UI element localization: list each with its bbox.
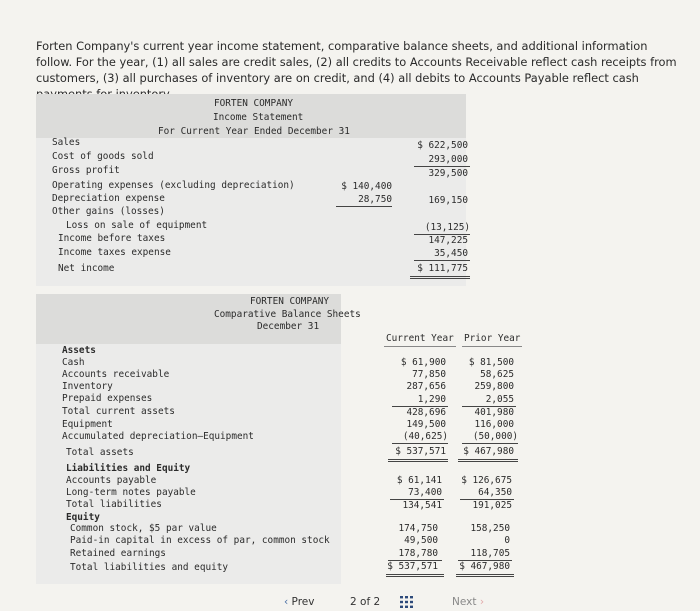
- page-total: of 2: [360, 596, 381, 608]
- is-row-label: Net income: [58, 263, 115, 274]
- underline: [456, 574, 514, 575]
- underline: [388, 461, 448, 462]
- bs-prior-value: 58,625: [480, 369, 514, 380]
- bs-row-label: Equipment: [62, 419, 113, 430]
- bs-prior-value: $ 467,980: [459, 561, 510, 572]
- bs-row-label: Long-term notes payable: [66, 487, 196, 498]
- prev-button[interactable]: [284, 596, 314, 608]
- is-row-label: Other gains (losses): [52, 206, 165, 217]
- next-button[interactable]: [452, 596, 484, 608]
- bs-current-value: 428,696: [406, 407, 446, 418]
- is-row-value: 147,225: [428, 235, 468, 246]
- bs-prior-value: 158,250: [470, 523, 510, 534]
- is-row-label: Income before taxes: [58, 233, 166, 244]
- underline: [336, 206, 392, 207]
- bs-current-value: (40,625): [402, 431, 448, 442]
- is-row-label: Cost of goods sold: [52, 151, 154, 162]
- is-row-value: 35,450: [434, 248, 468, 259]
- is-period: For Current Year Ended December 31: [158, 126, 350, 137]
- is-row-mid-value: 28,750: [358, 194, 392, 205]
- bs-prior-value: 259,800: [474, 381, 514, 392]
- bs-current-value: 73,400: [408, 487, 442, 498]
- bs-current-value: $ 537,571: [387, 561, 438, 572]
- underline: [410, 278, 470, 279]
- question-map-button[interactable]: [400, 596, 414, 611]
- underline: [458, 459, 518, 460]
- bs-row-label: Total liabilities and equity: [70, 562, 229, 573]
- chevron-right-icon: ›: [479, 596, 485, 608]
- underline: [386, 576, 444, 577]
- column-header-prior-year: Prior Year: [464, 333, 521, 344]
- column-header-current-year: Current Year: [386, 333, 454, 344]
- underline: [414, 260, 470, 261]
- bs-date: December 31: [257, 321, 320, 332]
- bs-section-heading: Assets: [62, 345, 96, 356]
- bs-prior-value: 64,350: [478, 487, 512, 498]
- bs-current-value: 174,750: [398, 523, 438, 534]
- bs-row-label: Total liabilities: [66, 499, 162, 510]
- underline: [388, 459, 448, 460]
- page-indicator: [350, 596, 380, 608]
- bs-prior-value: 118,705: [470, 548, 510, 559]
- bs-prior-value: 191,025: [472, 500, 512, 511]
- is-row-value: 329,500: [428, 168, 468, 179]
- is-row-mid-value: $ 140,400: [341, 181, 392, 192]
- is-row-label: Income taxes expense: [58, 247, 171, 258]
- bs-row-label: Total current assets: [62, 406, 175, 417]
- is-row-value: (13,125): [424, 222, 470, 233]
- underline: [456, 576, 514, 577]
- pagination-bar: [0, 588, 700, 606]
- bs-prior-value: $ 467,980: [463, 446, 514, 457]
- is-row-value: $ 622,500: [417, 140, 468, 151]
- bs-prior-value: 2,055: [485, 394, 514, 405]
- bs-section-heading: Liabilities and Equity: [66, 463, 191, 474]
- bs-prior-value: $ 81,500: [468, 357, 514, 368]
- is-title: Income Statement: [213, 112, 304, 123]
- bs-section-heading: Equity: [66, 512, 100, 523]
- bs-current-value: 287,656: [406, 381, 446, 392]
- bs-current-value: 178,780: [398, 548, 438, 559]
- next-label: Next: [452, 596, 477, 608]
- underline: [410, 276, 470, 277]
- is-row-value: 169,150: [428, 195, 468, 206]
- bs-current-value: 77,850: [412, 369, 446, 380]
- bs-prior-value: 0: [504, 535, 510, 546]
- bs-current-value: 134,541: [402, 500, 442, 511]
- is-row-value: $ 111,775: [417, 263, 468, 274]
- bs-prior-value: 401,980: [474, 407, 514, 418]
- bs-row-label: Total assets: [66, 447, 134, 458]
- bs-row-label: Accounts payable: [66, 475, 157, 486]
- bs-prior-value: 116,000: [474, 419, 514, 430]
- underline: [386, 574, 444, 575]
- underline: [458, 461, 518, 462]
- is-row-label: Sales: [52, 137, 81, 148]
- bs-row-label: Retained earnings: [70, 548, 166, 559]
- bs-row-label: Accumulated depreciation—Equipment: [62, 431, 254, 442]
- bs-current-value: $ 537,571: [395, 446, 446, 457]
- is-row-label: Operating expenses (excluding depreciation): [52, 180, 295, 191]
- is-row-label: Depreciation expense: [52, 193, 165, 204]
- underline: [392, 443, 448, 444]
- prev-label: Prev: [291, 596, 315, 608]
- bs-title: Comparative Balance Sheets: [214, 309, 361, 320]
- bs-row-label: Paid-in capital in excess of par, common stock: [70, 535, 330, 546]
- bs-row-label: Inventory: [62, 381, 113, 392]
- problem-description: Forten Company's current year income statement, comparative balance sheets, and additional information follow. For the year, (1) all sales are credit sales, (2) all credits to Accounts Receivable reflect cash receipts from customers, (3) all purchases of inventory are on credit, and (4) all debits to Accounts Payable reflect cash: [36, 39, 677, 85]
- bs-prior-value: $ 126,675: [461, 475, 512, 486]
- bs-current-value: 49,500: [404, 535, 438, 546]
- bs-row-label: Common stock, $5 par value: [70, 523, 217, 534]
- is-company-name: FORTEN COMPANY: [214, 98, 294, 109]
- underline: [384, 346, 456, 347]
- is-row-label: Gross profit: [52, 165, 120, 176]
- grid-icon: [400, 596, 414, 608]
- bs-prior-value: (50,000): [472, 431, 518, 442]
- chevron-left-icon: ‹: [284, 596, 289, 608]
- current-page: 2: [350, 596, 357, 608]
- bs-company-name: FORTEN COMPANY: [250, 296, 330, 307]
- bs-row-label: Cash: [62, 357, 85, 368]
- is-row-value: 293,000: [428, 154, 468, 165]
- is-row-label: Loss on sale of equipment: [66, 220, 208, 231]
- bs-current-value: 149,500: [406, 419, 446, 430]
- bs-current-value: 1,290: [417, 394, 446, 405]
- bs-row-label: Accounts receivable: [62, 369, 170, 380]
- underline: [462, 443, 518, 444]
- bs-row-label: Prepaid expenses: [62, 393, 153, 404]
- bs-current-value: $ 61,900: [400, 357, 446, 368]
- underline: [414, 166, 470, 167]
- underline: [462, 346, 522, 347]
- bs-current-value: $ 61,141: [396, 475, 442, 486]
